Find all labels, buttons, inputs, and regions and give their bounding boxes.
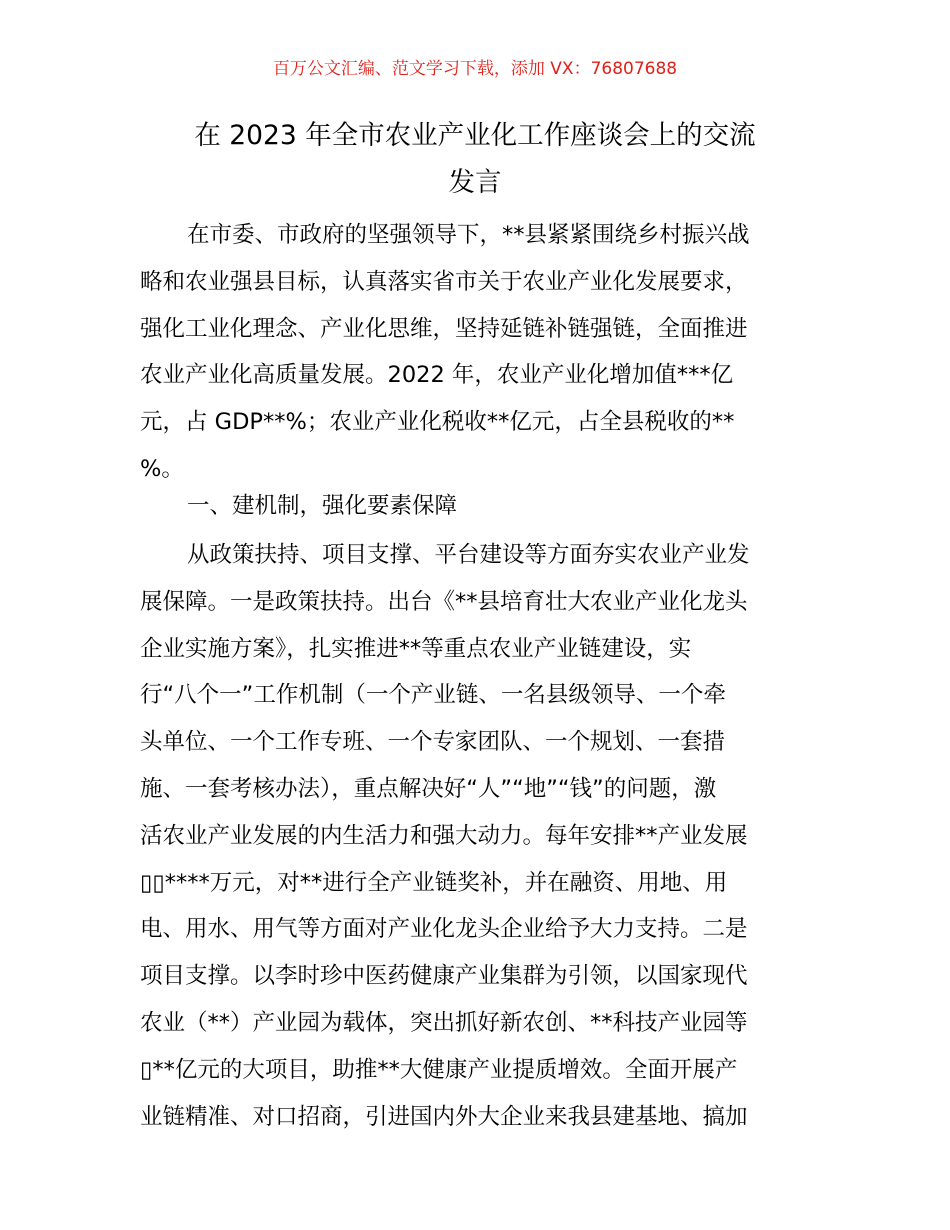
paragraph-line: 展保障。一是政策扶持。出台《**县培育壮大农业产业化龙头 (140, 588, 748, 615)
paragraph-line: 业链精准、对口招商，引进国内外大企业来我县建基地、搞加 (140, 1103, 748, 1130)
paragraph-line: 企业实施方案》，扎实推进**等重点农业产业链建设，实 (140, 635, 692, 662)
title-line: 发言 (448, 166, 502, 198)
watermark-header: 百万公文汇编、范文学习下载，添加 VX：76807688 (272, 59, 678, 79)
paragraph-line: 施、一套考核办法），重点解决好“人”“地”“钱”的问题，激 (140, 775, 717, 802)
paragraph-line: %。 (140, 455, 184, 482)
paragraph-line: 强化工业化理念、产业化思维，坚持延链补链强链，全面推进 (140, 315, 748, 342)
paragraph-line: 活农业产业发展的内生活力和强大动力。每年安排**产业发展 (140, 822, 748, 849)
paragraph-line: 从政策扶持、项目支撑、平台建设等方面夯实农业产业发 (187, 542, 750, 568)
section-heading-1 (140, 483, 812, 530)
paragraph-line: 项目支撑。以李时珍中医药健康产业集群为引领，以国家现代 (140, 963, 748, 990)
paragraph-line: 头单位、一个工作专班、一个专家团队、一个规划、一套措 (140, 729, 726, 756)
paragraph-line: 在市委、市政府的坚强领导下，**县紧紧围绕乡村振兴战 (187, 222, 750, 248)
paragraph-line: ▯**亿元的大项目，助推**大健康产业提质增效。全面开展产 (140, 1056, 738, 1083)
paragraph-policy (140, 532, 812, 1140)
paragraph-line: 农业产业化高质量发展。2022 年，农业产业化增加值***亿 (140, 362, 734, 389)
paragraph-line: 行“八个一”工作机制（一个产业链、一名县级领导、一个牵 (140, 682, 726, 709)
section-heading-text: 一、建机制，强化要素保障 (187, 493, 458, 519)
paragraph-line: ▯▯****万元，对**进行全产业链奖补，并在融资、用地、用 (140, 869, 728, 896)
paragraph-intro (140, 212, 812, 493)
paragraph-line: 农业（**）产业园为载体，突出抓好新农创、**科技产业园等 (140, 1009, 748, 1036)
document-title (140, 112, 810, 206)
paragraph-line: 电、用水、用气等方面对产业化龙头企业给予大力支持。二是 (140, 916, 748, 943)
paragraph-line: 元，占 GDP**%；农业产业化税收**亿元，占全县税收的** (140, 409, 735, 436)
paragraph-line: 略和农业强县目标，认真落实省市关于农业产业化发展要求， (140, 268, 748, 295)
title-line: 在 2023 年全市农业产业化工作座谈会上的交流 (194, 120, 756, 151)
